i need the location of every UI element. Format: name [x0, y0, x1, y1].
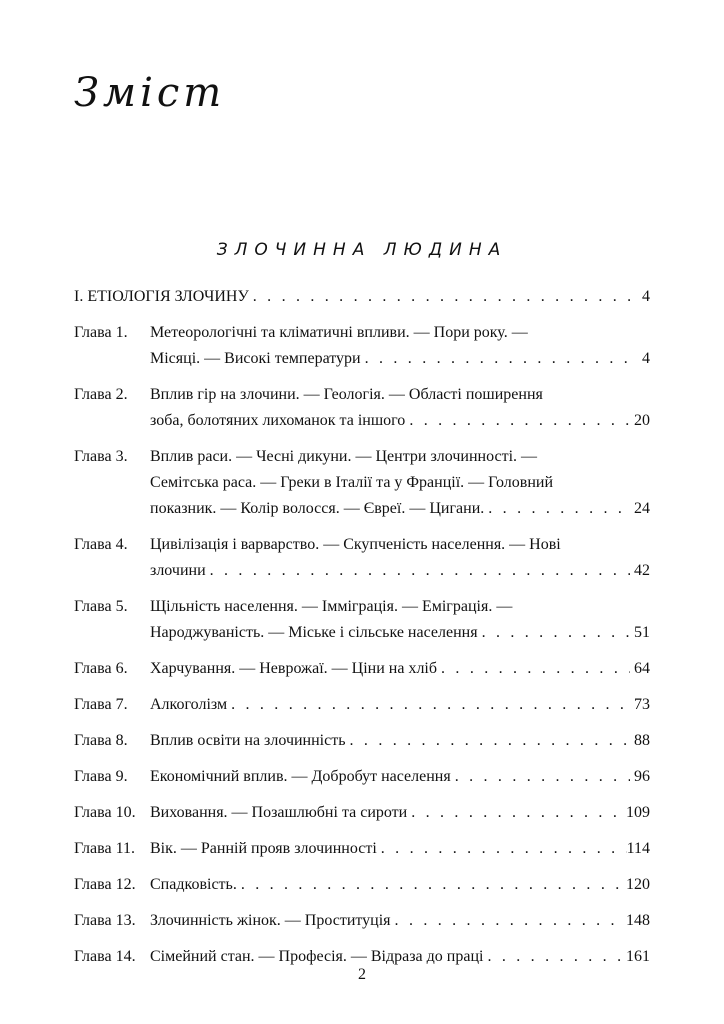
dot-leader — [391, 908, 626, 934]
page-heading: Зміст — [74, 70, 226, 116]
chapter-label: Глава 1. — [74, 324, 128, 341]
chapter-label: Глава 2. — [74, 386, 128, 403]
chapter-entry — [150, 594, 650, 646]
table-of-contents — [74, 284, 650, 970]
chapter-title-line: Щільність населення. — Імміграція. — Еміграція. — — [150, 598, 513, 615]
chapter-page-number: 24 — [634, 500, 650, 517]
toc-chapter-row[interactable] — [74, 728, 650, 754]
part-title: ЗЛОЧИННА ЛЮДИНА — [216, 240, 508, 260]
chapter-page-number: 42 — [634, 562, 650, 579]
chapter-label: Глава 9. — [74, 768, 128, 785]
chapter-entry — [150, 382, 650, 434]
chapter-page-number: 96 — [634, 768, 650, 785]
chapter-page-number: 73 — [634, 696, 650, 713]
toc-chapter-row[interactable] — [74, 382, 650, 434]
chapter-title-line: Вплив гір на злочини. — Геологія. — Області поширення — [150, 386, 543, 403]
chapter-entry — [150, 836, 650, 862]
chapter-page-number: 109 — [626, 804, 650, 821]
chapter-title-line: Вплив освіти на злочинність — [150, 732, 346, 749]
chapter-label: Глава 10. — [74, 804, 136, 821]
chapter-entry — [150, 656, 650, 682]
dot-leader — [377, 836, 627, 862]
toc-chapter-row[interactable] — [74, 444, 650, 522]
chapter-title-line: зоба, болотяних лихоманок та іншого — [150, 412, 406, 429]
chapter-title-line: Алкоголізм — [150, 696, 228, 713]
chapter-label: Глава 13. — [74, 912, 136, 929]
chapter-title-line: Виховання. — Позашлюбні та сироти — [150, 804, 408, 821]
dot-leader — [361, 346, 630, 372]
chapter-page-number: 64 — [634, 660, 650, 677]
dot-leader — [478, 620, 630, 646]
section-title: I. ЕТІОЛОГІЯ ЗЛОЧИНУ — [74, 288, 249, 305]
toc-chapter-row[interactable] — [74, 800, 650, 826]
toc-chapter-row[interactable] — [74, 594, 650, 646]
toc-chapter-row[interactable] — [74, 836, 650, 862]
chapter-label: Глава 8. — [74, 732, 128, 749]
dot-leader — [407, 800, 626, 826]
toc-section-row[interactable] — [74, 284, 650, 310]
chapter-entry — [150, 764, 650, 790]
chapter-page-number: 51 — [634, 624, 650, 641]
dot-leader — [227, 692, 630, 718]
chapter-page-number: 88 — [634, 732, 650, 749]
chapter-entry — [150, 692, 650, 718]
chapter-label: Глава 6. — [74, 660, 128, 677]
chapter-title-line: Економічний вплив. — Добробут населення — [150, 768, 451, 785]
chapter-title-line: Харчування. — Неврожаї. — Ціни на хліб — [150, 660, 438, 677]
chapter-entry — [150, 444, 650, 522]
chapter-title-line: Народжуваність. — Міське і сільське населення — [150, 624, 478, 641]
dot-leader — [451, 764, 630, 790]
chapter-title-line: Семітська раса. — Греки в Італії та у Франції. — Головний — [150, 474, 554, 491]
chapter-entry — [150, 800, 650, 826]
chapter-label: Глава 4. — [74, 536, 128, 553]
chapter-title-line: Злочинність жінок. — Проституція — [150, 912, 391, 929]
chapter-title-line: Цивілізація і варварство. — Скупченість населення. — Нові — [150, 536, 561, 553]
chapter-entry — [150, 532, 650, 584]
chapter-entry — [150, 908, 650, 934]
chapter-label: Глава 12. — [74, 876, 136, 893]
section-page-number: 4 — [642, 288, 650, 305]
dot-leader — [405, 408, 630, 434]
chapter-title-line: Метеорологічні та кліматичні впливи. — Пори року. — — [150, 324, 528, 341]
dot-leader — [346, 728, 630, 754]
toc-chapter-row[interactable] — [74, 692, 650, 718]
toc-chapter-row[interactable] — [74, 532, 650, 584]
chapter-title-line: Сімейний стан. — Професія. — Відраза до праці — [150, 948, 484, 965]
chapter-label: Глава 3. — [74, 448, 128, 465]
toc-chapter-row[interactable] — [74, 656, 650, 682]
dot-leader — [206, 558, 630, 584]
toc-chapter-row[interactable] — [74, 872, 650, 898]
chapter-entry — [150, 320, 650, 372]
folio-page-number: 2 — [358, 966, 366, 983]
chapter-label: Глава 11. — [74, 840, 135, 857]
toc-chapter-row[interactable] — [74, 764, 650, 790]
dot-leader — [237, 872, 626, 898]
chapter-page-number: 148 — [626, 912, 650, 929]
chapter-label: Глава 7. — [74, 696, 128, 713]
chapter-entry — [150, 872, 650, 898]
chapter-page-number: 161 — [626, 948, 650, 965]
chapter-title-line: злочини — [150, 562, 206, 579]
chapter-entry — [150, 728, 650, 754]
chapter-title-line: Місяці. — Високі температури — [150, 350, 361, 367]
toc-chapter-row[interactable] — [74, 320, 650, 372]
chapter-label: Глава 5. — [74, 598, 128, 615]
chapter-title-line: показник. — Колір волосся. — Євреї. — Цигани. — [150, 500, 485, 517]
chapter-page-number: 4 — [642, 350, 650, 367]
chapter-title-line: Спадковість. — [150, 876, 237, 893]
dot-leader — [249, 284, 630, 310]
chapter-title-line: Вік. — Ранній прояв злочинності — [150, 840, 377, 857]
chapter-title-line: Вплив раси. — Чесні дикуни. — Центри злочинності. — — [150, 448, 538, 465]
chapter-page-number: 120 — [626, 876, 650, 893]
dot-leader — [437, 656, 630, 682]
chapter-page-number: 114 — [626, 840, 650, 857]
chapter-page-number: 20 — [634, 412, 650, 429]
toc-chapter-row[interactable] — [74, 908, 650, 934]
dot-leader — [484, 496, 630, 522]
chapter-label: Глава 14. — [74, 948, 136, 965]
